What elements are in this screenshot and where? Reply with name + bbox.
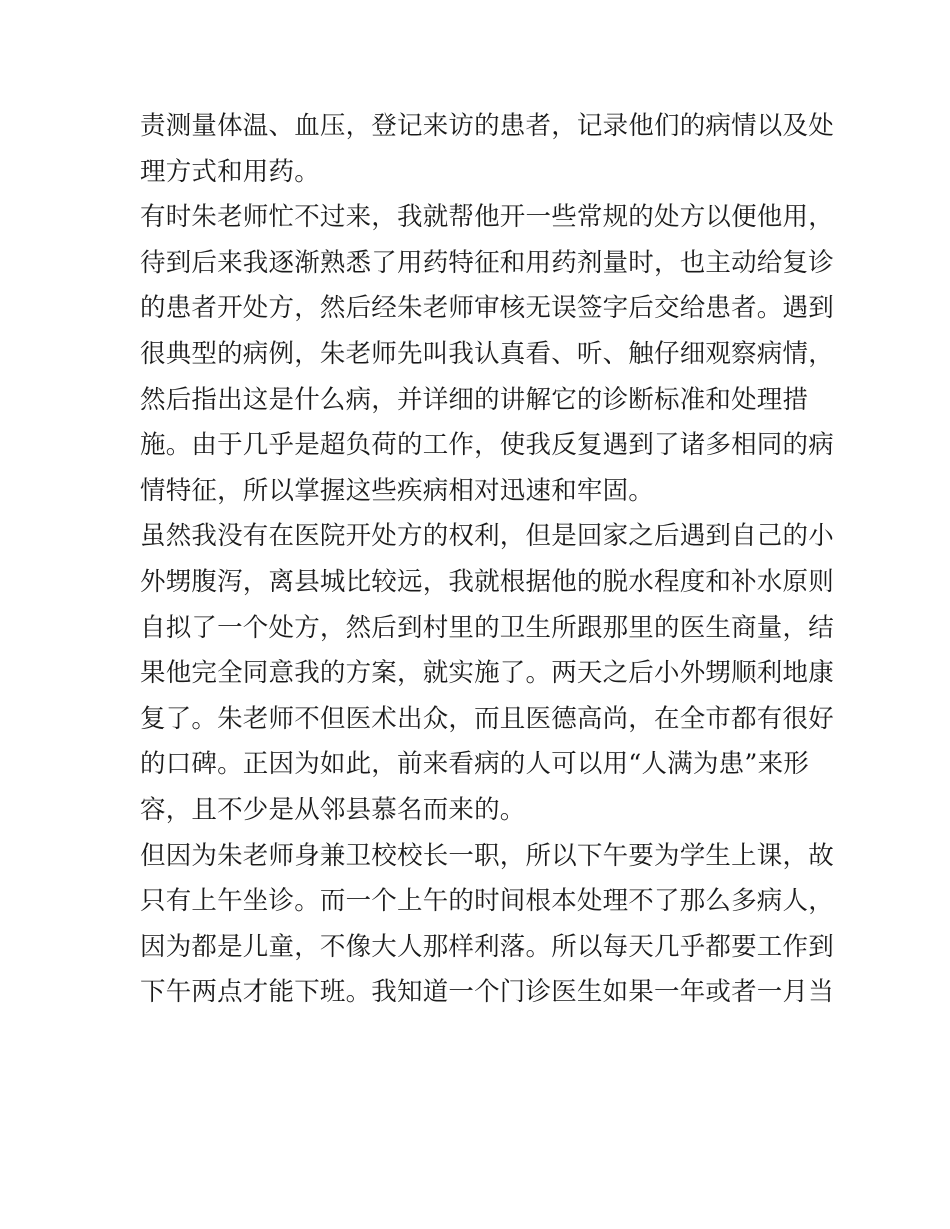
text-line: 施。由于几乎是超负荷的工作，使我反复遇到了诸多相同的病 <box>140 430 834 461</box>
text-line: 虽然我没有在医院开处方的权利，但是回家之后遇到自己的小 <box>140 521 834 552</box>
body-text <box>140 104 834 1016</box>
text-line: 很典型的病例，朱老师先叫我认真看、听、触仔细观察病情， <box>140 338 834 369</box>
text-line: 的患者开处方，然后经朱老师审核无误签字后交给患者。遇到 <box>140 293 834 324</box>
text-line: 的口碑。正因为如此，前来看病的人可以用“人满为患”来形 <box>140 749 809 780</box>
text-line: 容，且不少是从邻县慕名而来的。 <box>140 794 526 825</box>
text-line: 待到后来我逐渐熟悉了用药特征和用药剂量时，也主动给复诊 <box>140 247 834 278</box>
text-line: 果他完全同意我的方案，就实施了。两天之后小外甥顺利地康 <box>140 658 834 689</box>
text-line: 然后指出这是什么病，并详细的讲解它的诊断标准和处理措 <box>140 384 809 415</box>
text-line: 只有上午坐诊。而一个上午的时间根本处理不了那么多病人， <box>140 886 834 917</box>
text-line: 理方式和用药。 <box>140 156 320 187</box>
text-line: 复了。朱老师不但医术出众，而且医德高尚，在全市都有很好 <box>140 703 834 734</box>
text-line: 自拟了一个处方，然后到村里的卫生所跟那里的医生商量，结 <box>140 612 834 643</box>
text-line: 下午两点才能下班。我知道一个门诊医生如果一年或者一月当 <box>140 977 834 1008</box>
text-line: 情特征，所以掌握这些疾病相对迅速和牢固。 <box>140 475 655 506</box>
text-line: 有时朱老师忙不过来，我就帮他开一些常规的处方以便他用， <box>140 202 834 233</box>
text-line: 责测量体温、血压，登记来访的患者，记录他们的病情以及处 <box>140 111 834 141</box>
text-line: 外甥腹泻，离县城比较远，我就根据他的脱水程度和补水原则 <box>140 566 834 597</box>
text-line: 但因为朱老师身兼卫校校长一职，所以下午要为学生上课，故 <box>140 840 834 871</box>
text-line: 因为都是儿童，不像大人那样利落。所以每天几乎都要工作到 <box>140 931 834 962</box>
